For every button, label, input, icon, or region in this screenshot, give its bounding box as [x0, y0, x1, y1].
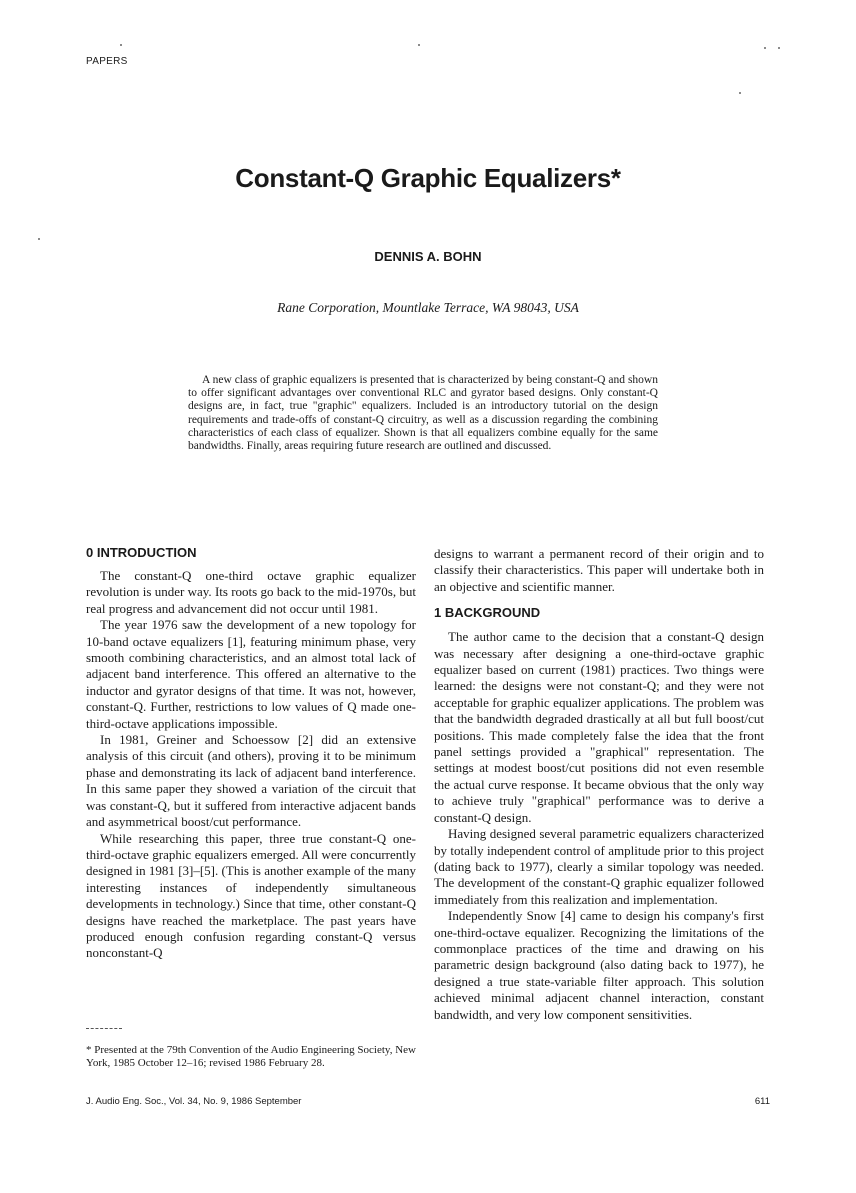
page-number: 611	[754, 1096, 770, 1107]
scan-speck	[38, 238, 40, 240]
author-affiliation: Rane Corporation, Mountlake Terrace, WA 98043, USA	[277, 300, 579, 315]
paragraph-continuation: designs to warrant a permanent record of their origin and to classify their characteristics. This paper will undertake both in an objective and scientific manner.	[434, 546, 764, 594]
footnote-rule	[86, 1028, 122, 1029]
paragraph: While researching this paper, three true constant-Q one-third-octave graphic equalizers emerged. All were concurrently designed in 1981 [3]–[5]. (This is another example of the many interesting instances of independently simultaneous developments in technology.) Since that time, other constant-Q designs have reached the marketplace. The past years have produced enough confusion regarding constant-Q versus nonconstant-Q	[86, 830, 416, 961]
scan-speck	[739, 92, 741, 94]
footnote: * Presented at the 79th Convention of the Audio Engineering Society, New York, 1985 October 12–16; revised 1986 February 28.	[86, 1044, 416, 1069]
left-column	[86, 545, 416, 962]
scan-speck	[764, 47, 766, 49]
right-column	[434, 546, 764, 1023]
paragraph: In 1981, Greiner and Schoessow [2] did an extensive analysis of this circuit (and others), proving it to be minimum phase and demonstrating its lack of adjacent band interference. In this same paper they showed a variation of the circuit that was constant-Q, but it suffered from interactive adjacent bands and asymmetrical boost/cut performance.	[86, 732, 416, 830]
running-head: PAPERS	[86, 56, 128, 67]
section-heading-introduction: 0 INTRODUCTION	[86, 545, 197, 560]
paper-title: Constant-Q Graphic Equalizers*	[235, 163, 621, 193]
section-heading-background: 1 BACKGROUND	[434, 605, 541, 621]
paragraph: The constant-Q one-third octave graphic equalizer revolution is under way. Its roots go back to the mid-1970s, but real progress and advancement did not occur until 1981.	[86, 568, 416, 616]
paragraph: Independently Snow [4] came to design his company's first one-third-octave equalizer. Recognizing the limitations of the commonplace practices of the time and drawing on his parametric design background (also dating back to 1977), he designed a true state-variable filter approach. This solution achieved minimal adjacent channel interaction, constant bandwidth, and very low component sensitivities.	[434, 908, 764, 1022]
paragraph: The year 1976 saw the development of a new topology for 10-band octave equalizers [1], featuring minimum phase, very smooth combining characteristics, and an almost total lack of adjacent band interference. This offered an alternative to the inductor and gyrator designs of that time. It was not, however, constant-Q. Further, restrictions to low values of Q made one-third-octave applications impossible.	[86, 617, 416, 731]
scan-speck	[778, 47, 780, 49]
scan-speck	[120, 44, 122, 46]
author-name: DENNIS A. BOHN	[374, 249, 482, 264]
journal-citation: J. Audio Eng. Soc., Vol. 34, No. 9, 1986 September	[86, 1096, 302, 1107]
paragraph: The author came to the decision that a constant-Q design was necessary after designing a one-third-octave graphic equalizer based on current (1981) practices. Two things were learned: the designs were not constant-Q; and they were not acceptable for graphic equalizer applications. The problem was that the bandwidth degraded drastically at all but full boost/cut positions. This made completely false the idea that the front panel settings provided a "graphical" representation. The settings at modest boost/cut positions did not even resemble the actual curve response. It became obvious that the only way to achieve truly "graphical" performance was to derive a constant-Q design.	[434, 629, 764, 825]
paragraph: Having designed several parametric equalizers characterized by totally independent control of amplitude prior to this project (dating back to 1977), clearly a similar topology was needed. The development of the constant-Q graphic equalizer followed immediately from this realization and implementation.	[434, 826, 764, 907]
scan-speck	[418, 44, 420, 46]
abstract: A new class of graphic equalizers is presented that is characterized by being constant-Q and shown to offer significant advantages over conventional RLC and gyrator based designs. Only constant-Q designs are, in fact, true "graphic" equalizers. Included is an introductory tutorial on the design requirements and trade-offs of constant-Q circuitry, as well as a discussion regarding the combining characteristics of each class of equalizer. Shown is that all equalizers combine equally for the same bandwidths. Finally, areas requiring future research are outlined and discussed.	[188, 374, 658, 453]
